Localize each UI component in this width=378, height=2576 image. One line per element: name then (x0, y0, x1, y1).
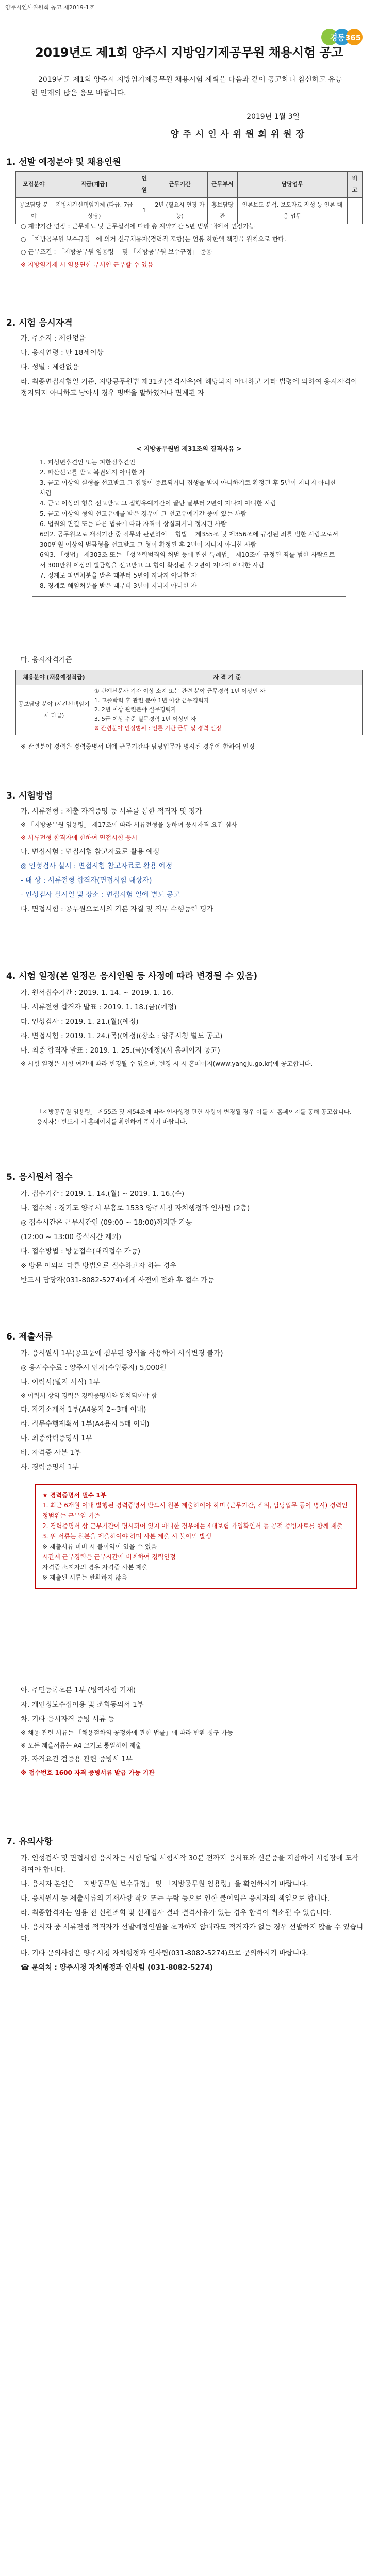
s7-items (21, 1853, 365, 1976)
box-item: 1. 피성년후견인 또는 피한정후견인 (40, 459, 136, 466)
box-title: < 지방공무원법 제31조의 결격사유 > (136, 445, 242, 452)
announce-date: 2019년 1월 3일 (246, 113, 300, 121)
table-cell: 2년 (필요시 연장 가능) (152, 198, 208, 224)
list-item: 라. 최종합격자는 임용 전 신원조회 및 신체검사 결과 결격사유가 있는 경우 합격이 취소될 수 있습니다. (21, 1909, 332, 1917)
contact-line: ☎ 문의처 : 양주시청 자치행정과 인사팀 (031-8082-5274) (21, 1963, 213, 1972)
table-cell: 공보담당 분야 (시간선택임기제 다급) (16, 685, 92, 735)
page-title: 2019년도 제1회 양주시 지방임기제공무원 채용시험 공고 (35, 45, 343, 60)
table-cell (347, 198, 362, 224)
criteria-line: 1. 고졸학력 후 관련 분야 1년 이상 근무경력자 (94, 697, 209, 704)
recruit-table (15, 171, 363, 224)
table-cell: 지방시간선택임기제 (다급, 7급상당) (52, 198, 137, 224)
table-cell (92, 685, 362, 735)
list-item: 바. 자격증 사본 1부 (21, 1449, 81, 1457)
section-heading: 5. 응시원서 접수 (6, 1172, 73, 1182)
section-heading: 1. 선발 예정분야 및 채용인원 (6, 157, 121, 167)
list-item: 카. 자격요건 검증용 관련 증빙서 1부 (21, 1755, 133, 1764)
list-item: ※ 접수번호 1600 자격 증빙서류 발급 가능 기관 (21, 1769, 155, 1776)
s6-items (21, 1348, 365, 1476)
list-item: 반드시 담당자(031-8082-5274)에게 사전에 전화 후 접수 가능 (21, 1276, 215, 1284)
list-item: 가. 주소지 : 제한없음 (21, 334, 86, 343)
warning-title: ★ 경력증명서 필수 1부 (42, 1492, 107, 1499)
box-item: 4. 금고 이상의 형을 선고받고 그 집행유예기간이 끝난 날부터 2년이 지나지 아니한 사람 (40, 500, 276, 507)
list-item: 다. 자기소개서 1부(A4용지 2~3매 이내) (21, 1405, 146, 1414)
s4-items (21, 987, 365, 1072)
list-item: ※ 「지방공무원 임용령」 제17조에 따라 서류전형을 통하여 응시자격 요건 심사 (21, 821, 237, 828)
list-item: ◎ 응시수수료 : 양주시 인지(수입증지) 5,000원 (21, 1364, 167, 1372)
list-item: 가. 접수기간 : 2019. 1. 14.(월) ~ 2019. 1. 16.(수) (21, 1190, 185, 1198)
table-header: 채용분야 (채용예정직급) (16, 670, 92, 685)
list-item: 나. 접수처 : 경기도 양주시 부흥로 1533 양주시청 자치행정과 인사팀 (2층) (21, 1204, 250, 1212)
table-header: 담당업무 (237, 172, 347, 198)
table-cell: 1 (137, 198, 152, 224)
box-item: 2. 파산선고를 받고 복권되지 아니한 자 (40, 469, 145, 476)
box-item: 6. 법원의 판결 또는 다른 법률에 따라 자격이 상실되거나 정지된 사람 (40, 520, 227, 528)
list-item: ◎ 접수시간은 근무시간인 (09:00 ~ 18:00)까지만 가능 (21, 1218, 192, 1227)
list-item: ※ 방문 이외의 다른 방법으로 접수하고자 하는 경우 (21, 1262, 177, 1270)
table-header: 자 격 기 준 (92, 670, 362, 685)
section-heading: 7. 유의사항 (6, 1837, 53, 1847)
table-header: 비고 (347, 172, 362, 198)
warning-line: 시간제 근무경력은 근무시간에 비례하여 경력인정 (42, 1553, 176, 1561)
section-heading: 2. 시험 응시자격 (6, 318, 73, 328)
box-item: 6의2. 공무원으로 재직기간 중 직무와 관련하여 「형법」 제355조 및 제356조에 규정된 죄를 범한 사람으로서 300만원 이상의 벌금형을 선고받고 그 형이 확정된 후 2년이 지나지 아니한 사람 (40, 531, 338, 548)
warning-line: ※ 제출된 서류는 반환하지 않음 (42, 1574, 127, 1581)
list-item: 다. 응시원서 등 제출서류의 기재사항 착오 또는 누락 등으로 인한 불이익은 응시자의 책임으로 합니다. (21, 1894, 330, 1903)
table-cell: 공보담당 분야 (16, 198, 52, 224)
list-item: 사. 경력증명서 1부 (21, 1463, 79, 1471)
qualification-table-wrap (15, 670, 363, 735)
list-item: 나. 응시자 본인은 「지방공무원 보수규정」 및 「지방공무원 임용령」을 확인하시기 바랍니다. (21, 1880, 308, 1888)
list-item: 라. 최종면접시험일 기준, 지방공무원법 제31조(결격사유)에 해당되지 아니하고 기타 법령에 의하여 응시자격이 정지되지 아니하고 남아서 경우 명백을 말하였거나 면제된 자 (21, 378, 358, 397)
s1-notes (21, 222, 365, 273)
note-line: ○ 계약기간 연장 : 근무해도 및 근무실적에 따라 총 계약기간 5년 범위 내에서 연장가능 (21, 223, 255, 230)
note-line: ○ 근무조건 : 「지방공무원 임용령」 및 「지방공무원 보수규정」 준용 (21, 248, 212, 256)
list-item: - 인성검사 실시일 및 장소 : 면접시험 일에 별도 공고 (21, 891, 180, 899)
schedule-note: ※ 시험 일정은 시험 여건에 따라 변경될 수 있으며, 변경 시 시 홈페이지(www.yangju.go.kr)에 공고합니다. (21, 1060, 313, 1067)
box-item: 5. 금고 이상의 형의 선고유예를 받은 경우에 그 선고유예기간 중에 있는 사람 (40, 510, 247, 517)
section-heading: 3. 시험방법 (6, 791, 53, 801)
box-item: 3. 금고 이상의 실형을 선고받고 그 집행이 종료되거나 집행을 받지 아니하기로 확정된 후 5년이 지나지 아니한 사람 (40, 479, 336, 497)
qualification-table (15, 670, 363, 735)
list-item: 가. 서류전형 : 제출 자격증명 등 서류를 통한 적격자 및 평가 (21, 807, 202, 816)
s5-items (21, 1188, 365, 1289)
list-item: 나. 응시연령 : 만 18세이상 (21, 349, 104, 357)
schedule-item: 라. 면접시험 : 2019. 1. 24.(목)(예정)(장소 : 양주시청 별도 공고) (21, 1032, 223, 1040)
list-item: 차. 기타 응시자격 증빙 서류 등 (21, 1715, 115, 1723)
schedule-item: 나. 서류전형 합격자 발표 : 2019. 1. 18.(금)(예정) (21, 1003, 177, 1011)
section-heading: 6. 제출서류 (6, 1332, 53, 1342)
list-item: 마. 응시자 중 서류전형 적격자가 선발예정인원을 초과하지 않더라도 적격자가 없는 경우 선발하지 않을 수 있습니다. (21, 1923, 364, 1943)
schedule-tip-box: 「지방공무원 임용령」 제55조 및 제54조에 따라 인사행정 관련 사항이 변경될 경우 이를 시 홈페이지를 통해 공고합니다. 응시자는 반드시 시 홈페이지를 확인하여 주시기 바랍니다. (31, 1103, 357, 1131)
list-item: 다. 성별 : 제한없음 (21, 363, 79, 371)
list-item: - 대 상 : 서류전형 합격자(면접시험 대상자) (21, 876, 152, 885)
criteria-line: ① 관계신문사 기자 이상 소지 또는 관련 분야 근무경력 1년 이상인 자 (94, 688, 266, 694)
criteria-line: 2. 2년 이상 관련분야 실무경력자 (94, 706, 176, 713)
warning-line: 3. 위 서류는 원본을 제출하여야 하며 사본 제출 시 불이익 발생 (42, 1533, 211, 1540)
list-item: 가. 응시원서 1부(공고문에 첨부된 양식을 사용하여 서식변경 불가) (21, 1349, 223, 1358)
section-heading: 4. 시험 일정(본 일정은 응시인원 등 사정에 따라 변경될 수 있음) (6, 971, 258, 981)
logo-text: 경동365 (330, 33, 361, 42)
qualification-label: 마. 응시자격기준 (21, 656, 72, 664)
announcement-ref: 양주시인사위원회 공고 제2019-1호 (5, 4, 95, 11)
list-item: 다. 면접시험 : 공무원으로서의 기본 자질 및 직무 수행능력 평가 (21, 905, 213, 913)
warning-line: 자격증 소지자의 경우 자격증 사본 제출 (42, 1564, 148, 1571)
table-header: 근무부서 (208, 172, 237, 198)
box-item: 6의3. 「형법」 제303조 또는 「성폭력범죄의 처벌 등에 관한 특례법」 제10조에 규정된 죄를 범한 사람으로서 300만원 이상의 벌금형을 선고받고 그 형이 확정된 후 2년이 지나지 아니한 사람 (40, 551, 335, 569)
list-item: 가. 인성검사 및 면접시험 응시자는 시험 당일 시험시작 30분 전까지 응시표와 신분증을 지참하여 시험장에 도착하여야 합니다. (21, 1854, 359, 1874)
table-header: 인원 (137, 172, 152, 198)
criteria-line: ※ 관련분야 인정범위 : 언론 기관 근무 및 경력 인정 (94, 725, 222, 732)
intro-text: 2019년도 제1회 양주시 지방임기제공무원 채용시험 계획을 다음과 같이 공고하니 참신하고 유능한 인재의 많은 응모 바랍니다. (31, 76, 342, 97)
s3-items (21, 806, 365, 918)
s6-more (21, 1685, 365, 1781)
table-header: 모집분야 (16, 172, 52, 198)
box-item: 7. 징계로 파면처분을 받은 때부터 5년이 지나지 아니한 자 (40, 572, 197, 579)
warning-line: ※ 제출서류 미비 시 불이익이 있을 수 있음 (42, 1543, 157, 1550)
list-item: ◎ 인성검사 실시 : 면접시험 참고자료로 활용 예정 (21, 862, 173, 870)
warning-line: 2. 경력증명서 상 근무기간이 명시되어 있지 아니한 경우에는 4대보험 가입확인서 등 공적 증빙자료를 함께 제출 (42, 1522, 343, 1530)
list-item: ※ 모든 제출서류는 A4 크기로 통일하여 제출 (21, 1742, 142, 1749)
career-warning-box (35, 1484, 357, 1589)
schedule-item: 가. 원서접수기간 : 2019. 1. 14. ~ 2019. 1. 16. (21, 989, 174, 997)
list-item: ※ 서류전형 합격자에 한하여 면접시험 응시 (21, 834, 138, 841)
recruit-table-wrap (15, 171, 363, 224)
table-cell: 홍보담당관 (208, 198, 237, 224)
criteria-line: 3. 5급 이상 수준 실무경력 1년 이상인 자 (94, 716, 196, 722)
list-item: 다. 접수방법 : 방문접수(대리접수 가능) (21, 1247, 141, 1256)
table-header: 직급(계급) (52, 172, 137, 198)
qualification-note: ※ 관련분야 경력은 경력증명서 내에 근무기간과 담당업무가 명시된 경우에 한하여 인정 (21, 743, 255, 750)
list-item: ※ 이력서 상의 경력은 경력증명서와 일치되어야 함 (21, 1392, 157, 1399)
list-item: 라. 직무수행계획서 1부(A4용지 5매 이내) (21, 1420, 150, 1428)
list-item: ※ 채용 관련 서류는 「채용절차의 공정화에 관한 법률」에 따라 반환 청구 가능 (21, 1729, 234, 1736)
schedule-item: 다. 인성검사 : 2019. 1. 21.(월)(예정) (21, 1018, 139, 1026)
s2-items (21, 333, 365, 402)
list-item: 나. 면접시험 : 면접시험 참고자료로 활용 예정 (21, 848, 160, 856)
table-cell: 언론보도 분석, 보도자료 작성 등 언론 대응 업무 (237, 198, 347, 224)
warning-line: 1. 최근 6개월 이내 발행된 경력증명서 반드시 원본 제출하여야 하며 (근무기간, 직위, 담당업무 등이 명시) 경력인정범위는 근무일 기준 (42, 1502, 348, 1519)
list-item: 아. 주민등록초본 1부 (병역사항 기재) (21, 1686, 136, 1694)
list-item: 나. 이력서(별지 서식) 1부 (21, 1378, 100, 1386)
schedule-item: 마. 최종 합격자 발표 : 2019. 1. 25.(금)(예정)(시 홈페이지 공고) (21, 1046, 220, 1055)
issuer: 양 주 시 인 사 위 원 회 위 원 장 (170, 129, 305, 140)
note-line: ※ 지방임기제 시 임용연한 부서인 근무할 수 있음 (21, 261, 154, 268)
list-item: 바. 기타 문의사항은 양주시청 자치행정과 인사팀(031-8082-5274)으로 문의하시기 바랍니다. (21, 1949, 308, 1957)
box-item: 8. 징계로 해임처분을 받은 때부터 3년이 지나지 아니한 자 (40, 582, 197, 589)
table-header: 근무기간 (152, 172, 208, 198)
list-item: 자. 개인정보수집이용 및 조회동의서 1부 (21, 1701, 144, 1709)
note-line: ○ 「지방공무원 보수규정」에 의거 신규채용자(경력직 포함)는 연봉 하한액 책정을 원칙으로 한다. (21, 235, 286, 243)
list-item: (12:00 ~ 13:00 중식시간 제외) (21, 1233, 122, 1241)
disqualification-box (32, 438, 346, 597)
list-item: 마. 최종학력증명서 1부 (21, 1434, 92, 1443)
